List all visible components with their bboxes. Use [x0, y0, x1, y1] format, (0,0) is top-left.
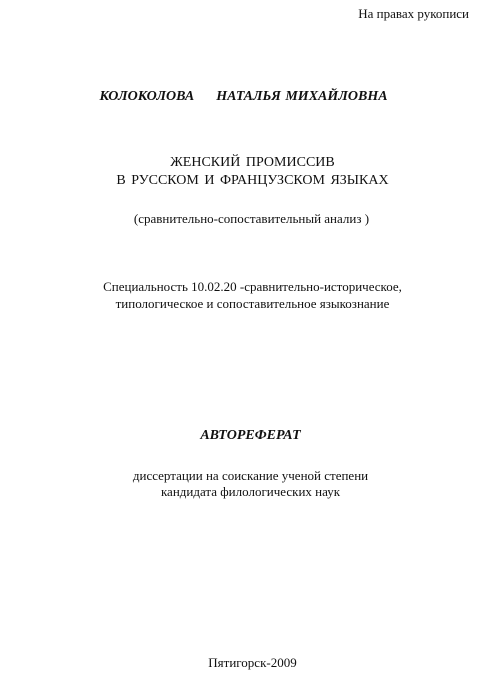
specialty: [4, 278, 497, 312]
author-name-patronymic: НАТАЛЬЯ МИХАЙЛОВНА: [216, 89, 388, 104]
author-surname: КОЛОКОЛОВА: [99, 89, 195, 104]
document-purpose: [2, 468, 497, 500]
rights-note: На правах рукописи: [358, 6, 469, 21]
dissertation-title: [4, 154, 497, 190]
author-name: [0, 89, 492, 105]
place-year: Пятигорск-2009: [208, 655, 297, 670]
title-line-2: В РУССКОМ И ФРАНЦУЗСКОМ ЯЗЫКАХ: [116, 173, 389, 188]
purpose-line-1: диссертации на соискание ученой степени: [132, 468, 369, 483]
title-line-1: ЖЕНСКИЙ ПРОМИССИВ: [170, 155, 335, 170]
title-subtitle: (сравнительно-сопоставительный анализ ): [133, 211, 370, 226]
document-type: АВТОРЕФЕРАТ: [200, 428, 301, 443]
specialty-line-2: типологическое и сопоставительное языкознание: [115, 296, 390, 311]
specialty-line-1: Специальность 10.02.20 -сравнительно-историческое,: [103, 279, 402, 294]
purpose-line-2: кандидата филологических наук: [160, 484, 341, 499]
